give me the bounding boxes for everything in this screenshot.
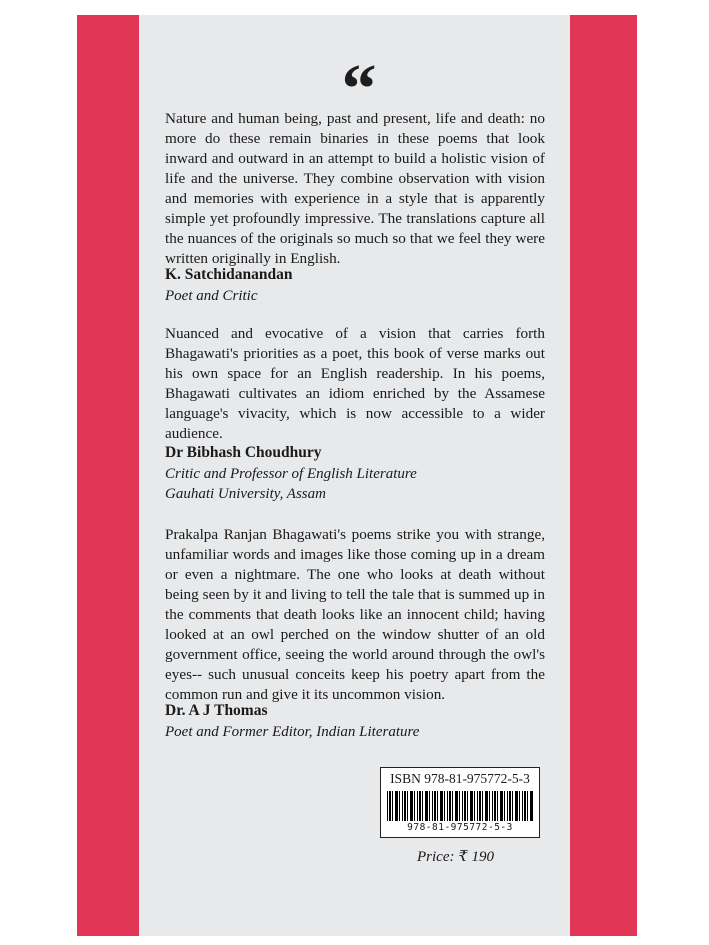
price-label: Price: ₹ 190 bbox=[417, 849, 495, 865]
isbn-digits: 978-81-975772-5-3 bbox=[407, 822, 513, 833]
review-author-role-1: Poet and Critic bbox=[165, 288, 258, 304]
review-author-role-2b: Gauhati University, Assam bbox=[165, 486, 326, 502]
review-author-3: Dr. A J Thomas bbox=[165, 702, 268, 719]
review-author-2: Dr Bibhash Choudhury bbox=[165, 444, 322, 461]
isbn-label: ISBN 978-81-975772-5-3 bbox=[390, 771, 530, 786]
review-text-3: Prakalpa Ranjan Bhagawati's poems strike you with strange, unfamiliar words and images like those coming up in a dream or even a nightmare. The one who looks at death without being seen by it and living to tell the tale that is summed up in the comments that death looks like an innocent child; having looked at an owl perched on the window shutter of an old government office, seeing the world around through the owl's eyes-- such unusual conceits keep his poetry apart from the common run and give it its uncommon vision. bbox=[165, 526, 545, 703]
book-back-cover bbox=[77, 15, 637, 936]
quote-mark-icon: “ bbox=[341, 51, 377, 128]
review-text-1: Nature and human being, past and present, life and death: no more do these remain binaries in these poems that look inward and outward in an attempt to build a holistic vision of life and the universe. They combine observation with vision and memories with experience in a style that is apparently simple yet profoundly impressive. The translations capture all the nuances of the originals so much so that we feel they were written originally in English. bbox=[165, 110, 545, 267]
review-author-role-2a: Critic and Professor of English Literature bbox=[165, 466, 417, 482]
review-author-role-3: Poet and Former Editor, Indian Literature bbox=[165, 724, 420, 740]
blurb-panel bbox=[139, 15, 570, 936]
review-author-1: K. Satchidanandan bbox=[165, 266, 293, 283]
isbn-barcode bbox=[380, 767, 540, 838]
barcode-bars-icon bbox=[387, 791, 533, 821]
review-text-2: Nuanced and evocative of a vision that carries forth Bhagawati's priorities as a poet, this book of verse marks out his own space for an English readership. In his poems, Bhagawati cultivates an idiom enriched by the Assamese language's vivacity, which is now accessible to a wider audience. bbox=[165, 325, 545, 442]
